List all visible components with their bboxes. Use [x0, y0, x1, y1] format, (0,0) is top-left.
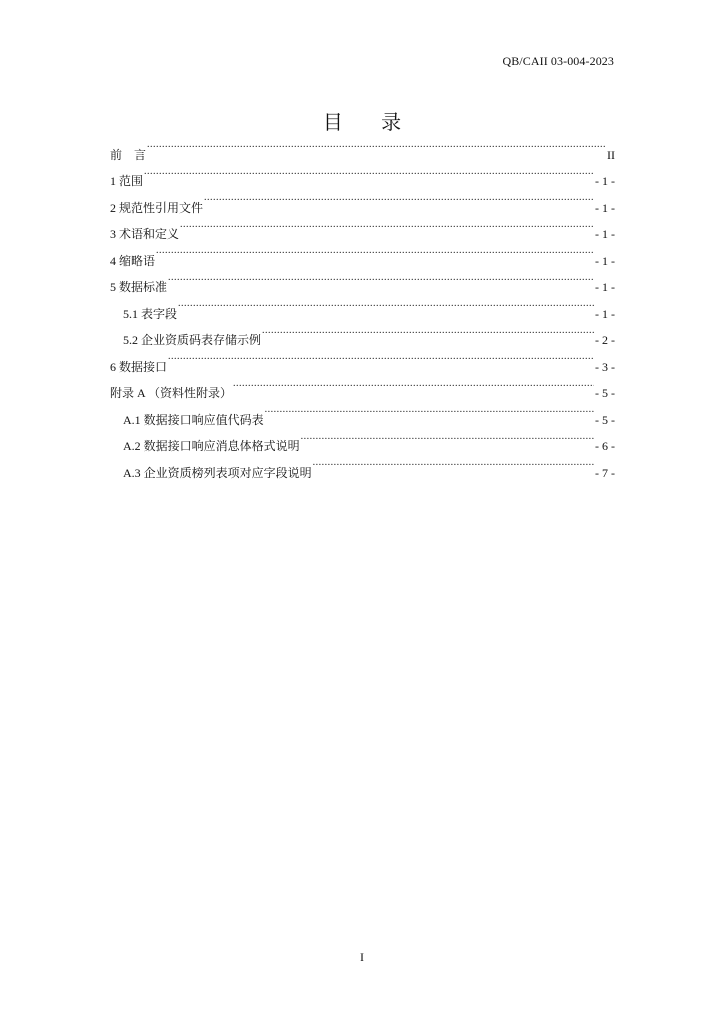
toc-leader-dots — [233, 371, 594, 398]
toc-entry-page: - 1 - — [595, 227, 615, 241]
toc-entry-label: A.3 企业资质榜列表项对应字段说明 — [123, 465, 312, 480]
toc-leader-dots — [204, 185, 594, 212]
toc-entry-normative-references[interactable] — [110, 185, 615, 215]
document-code: QB/CAII 03-004-2023 — [502, 54, 614, 68]
toc-leader-dots — [180, 212, 594, 239]
toc-entry-page: - 7 - — [595, 465, 615, 480]
toc-leader-dots — [178, 291, 594, 318]
toc-entry-page: - 1 - — [595, 200, 615, 215]
toc-entry-page: - 5 - — [595, 412, 615, 427]
toc-entry-page: - 1 - — [595, 280, 615, 294]
toc-entry-label: 前 言 — [110, 147, 147, 162]
toc-entry-data-interface[interactable] — [110, 344, 615, 374]
page-number: I — [360, 950, 364, 964]
toc-entry-label: A.1 数据接口响应值代码表 — [123, 412, 264, 427]
toc-entry-data-standard[interactable] — [110, 265, 615, 292]
toc-entry-label: 5.1 表字段 — [123, 306, 178, 321]
toc-leader-dots — [156, 238, 594, 265]
toc-entry-scope[interactable] — [110, 159, 615, 186]
toc-entry-table-fields[interactable] — [110, 291, 615, 321]
toc-entry-page: - 1 - — [595, 174, 615, 188]
toc-entry-label: A.2 数据接口响应消息体格式说明 — [123, 439, 300, 453]
toc-leader-dots — [168, 265, 594, 292]
toc-leader-dots — [168, 344, 594, 371]
toc-entry-label: 1 范围 — [110, 174, 144, 188]
toc-entry-label: 2 规范性引用文件 — [110, 200, 204, 215]
toc-entry-label: 附录 A （资料性附录） — [110, 386, 233, 400]
toc-entry-foreword[interactable] — [110, 132, 615, 162]
toc-leader-dots — [313, 450, 594, 477]
toc-entry-page: - 3 - — [595, 359, 615, 374]
toc-entry-page: - 1 - — [595, 253, 615, 268]
toc-entry-label: 3 术语和定义 — [110, 227, 180, 241]
toc-entry-page: II — [607, 147, 615, 162]
toc-title: 目 录 — [322, 110, 418, 134]
toc-entry-label: 5.2 企业资质码表存储示例 — [123, 333, 262, 347]
toc-entry-appendix-a[interactable] — [110, 371, 615, 398]
toc-entry-page: - 6 - — [595, 439, 615, 453]
toc-leader-dots — [301, 424, 594, 451]
toc-entry-terms-definitions[interactable] — [110, 212, 615, 239]
toc-entry-page: - 1 - — [595, 306, 615, 321]
toc-entry-page: - 2 - — [595, 333, 615, 347]
toc-entry-abbreviations[interactable] — [110, 238, 615, 268]
toc-entry-page: - 5 - — [595, 386, 615, 400]
toc-leader-dots — [265, 397, 594, 424]
toc-leader-dots — [147, 132, 606, 159]
toc-entry-label: 5 数据标准 — [110, 280, 168, 294]
toc-leader-dots — [144, 159, 594, 186]
toc-entry-label: 4 缩略语 — [110, 253, 156, 268]
toc-leader-dots — [262, 318, 594, 345]
table-of-contents — [110, 132, 615, 480]
toc-entry-storage-example[interactable] — [110, 318, 615, 345]
toc-entry-label: 6 数据接口 — [110, 359, 168, 374]
